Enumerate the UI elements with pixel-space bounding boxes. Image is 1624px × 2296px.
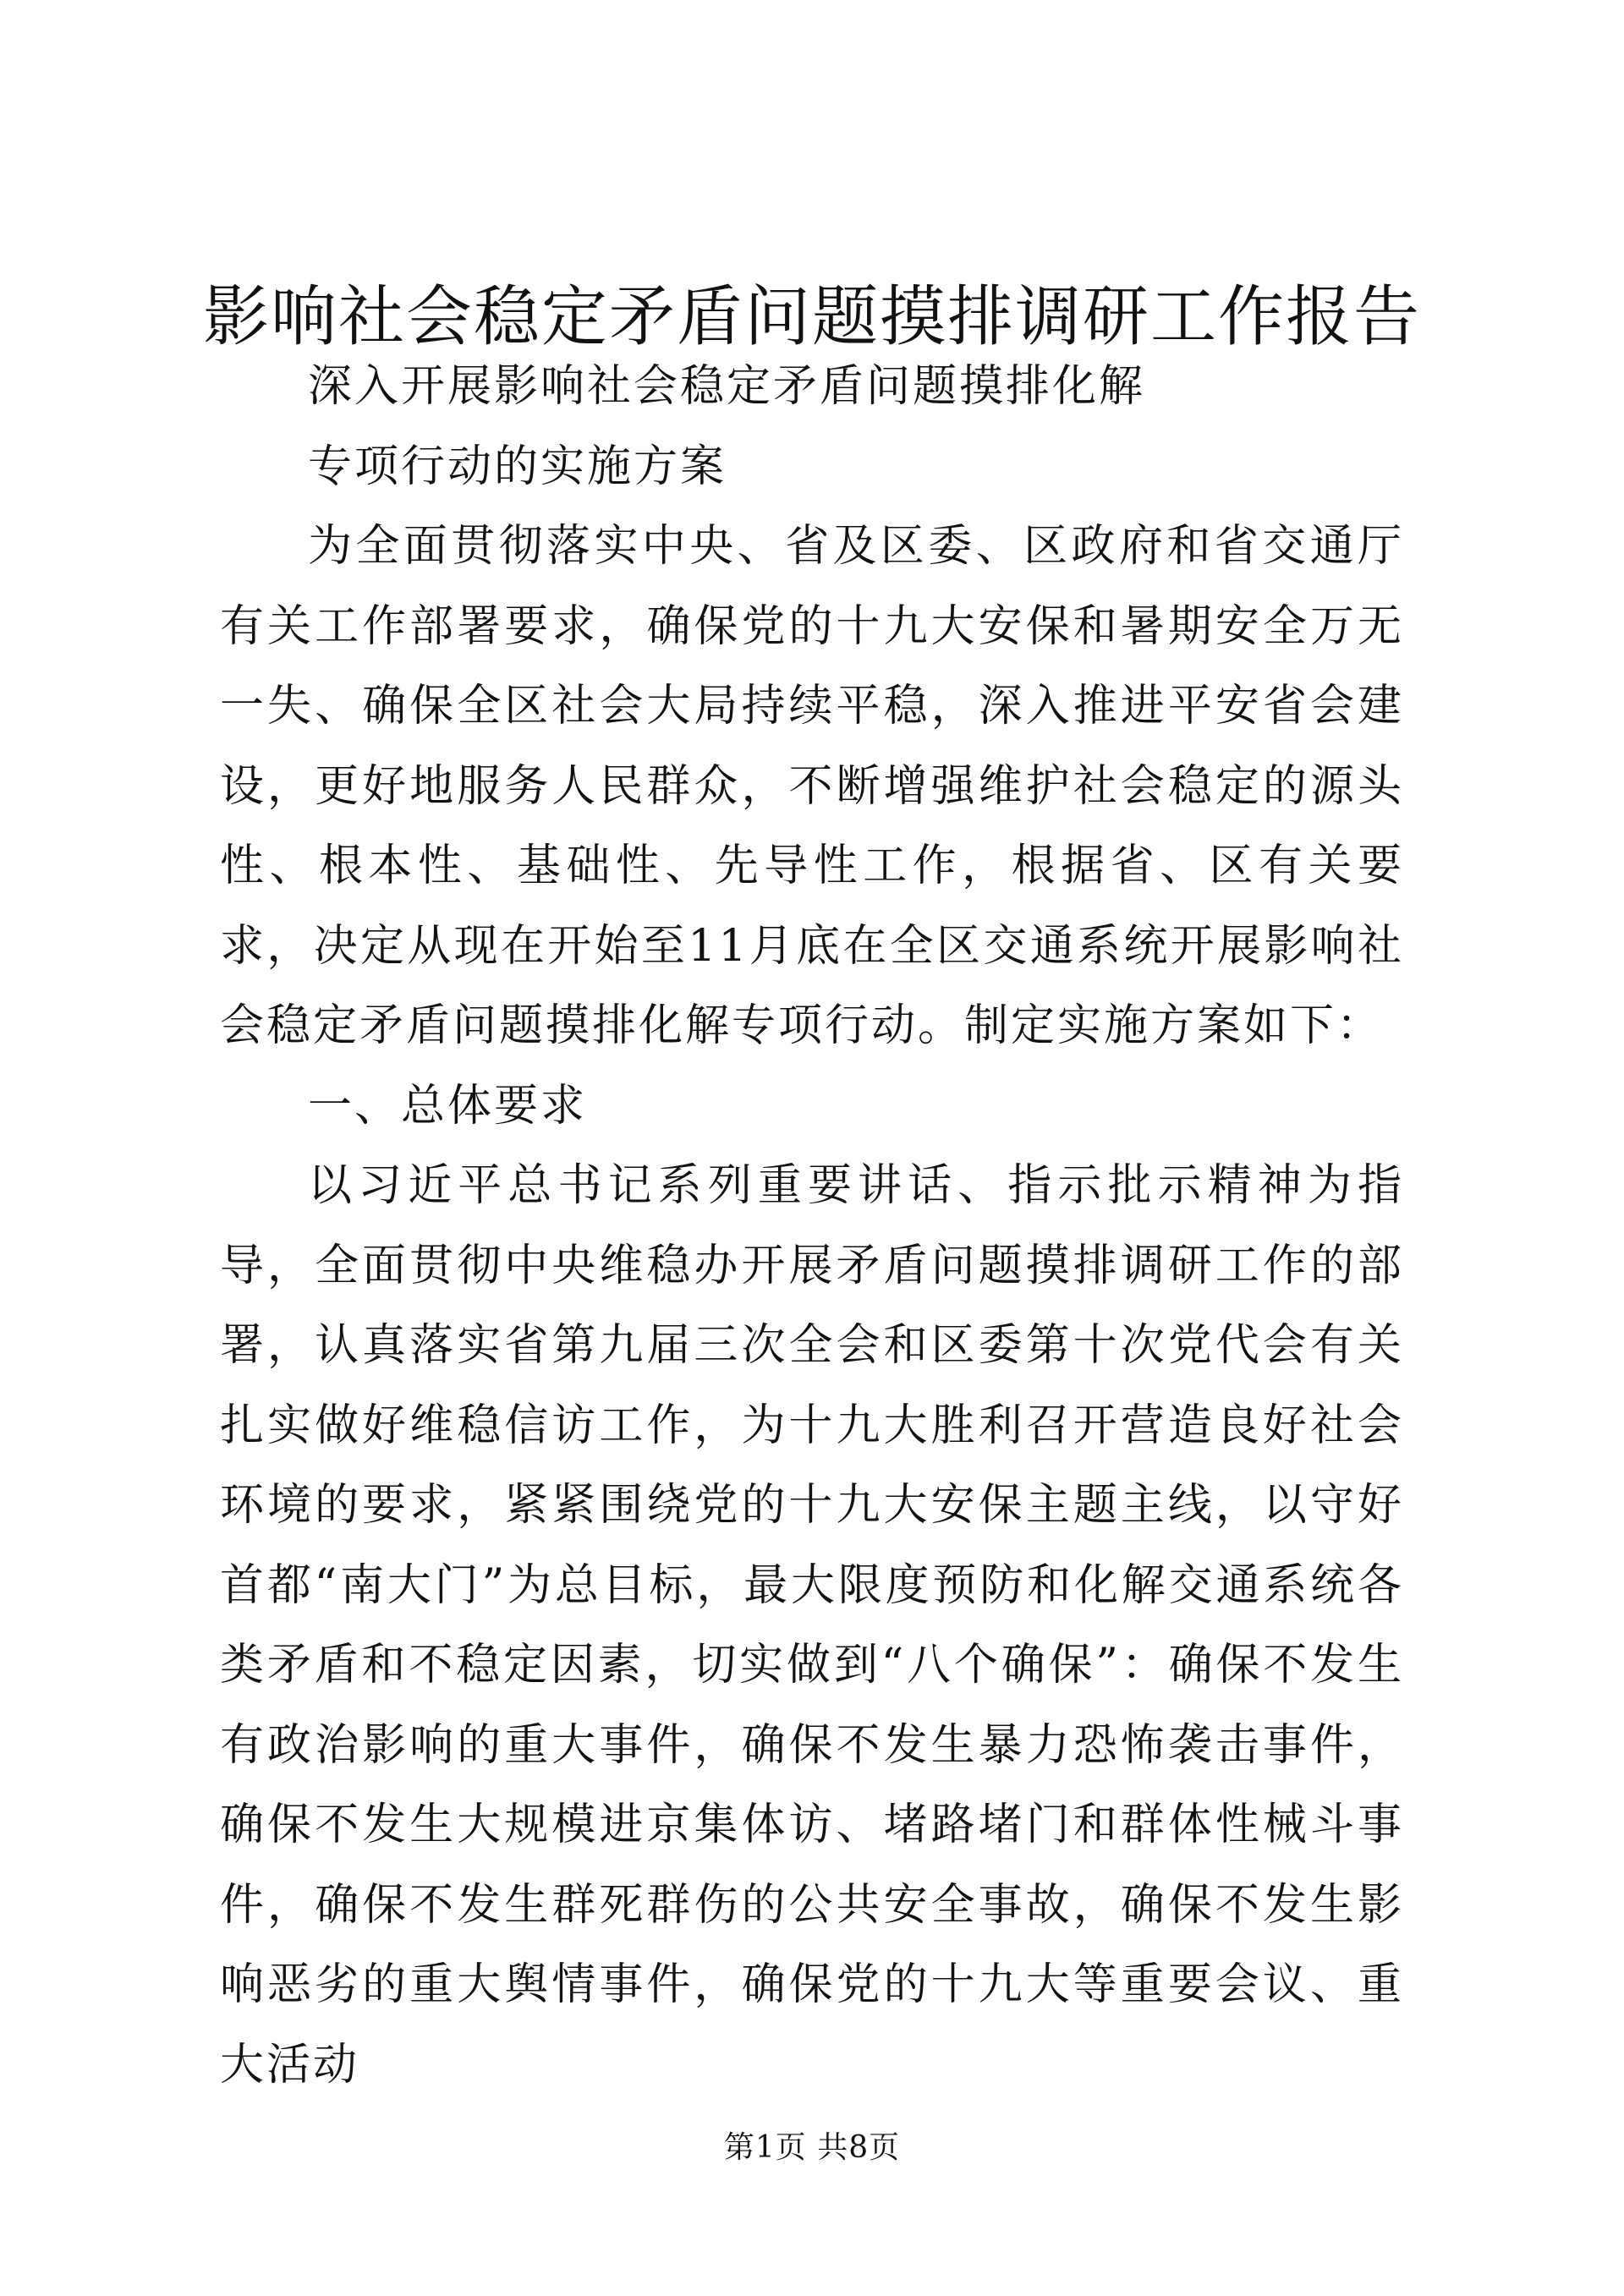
page-footer: 第1页 共8页 xyxy=(723,2130,901,2165)
document-body xyxy=(220,347,1404,2105)
section-heading-general-requirements: 一、总体要求 xyxy=(308,1080,588,1132)
paragraph-intro: 为全面贯彻落实中央、省及区委、区政府和省交通厅有关工作部署要求，确保党的十九大安保和暑期安全万无一失、确保全区社会大局持续平稳，深入推进平安省会建设，更好地服务人民群众，不断增强维护社会稳定的源头性、根本性、基础性、先导性工作，根据省、区有关要求，决定从现在开始至11月底在全区交通系统开展影响社会稳定矛盾问题摸排化解专项行动。制定实施方案如下： xyxy=(220,521,1404,1051)
paragraph-general-requirements: 以习近平总书记系列重要讲话、指示批示精神为指导，全面贯彻中央维稳办开展矛盾问题摸排调研工作的部署，认真落实省第九届三次全会和区委第十次党代会有关扎实做好维稳信访工作，为十九大胜利召开营造良好社会环境的要求，紧紧围绕党的十九大安保主题主线，以守好首都“南大门”为总目标，最大限度预防和化解交通系统各类矛盾和不稳定因素，切实做到“八个确保”：确保不发生有政治影响的重大事件，确保不发生暴力恐怖袭击事件，确保不发生大规模进京集体访、堵路堵门和群体性械斗事件，确保不发生群死群伤的公共安全事故，确保不发生影响恶劣的重大舆情事件，确保党的十九大等重要会议、重大活动 xyxy=(220,1160,1404,2091)
document-title: 影响社会稳定矛盾问题摸排调研工作报告 xyxy=(202,279,1421,355)
paragraph-subtitle-line-2: 专项行动的实施方案 xyxy=(308,441,727,492)
paragraph-subtitle-line-1: 深入开展影响社会稳定矛盾问题摸排化解 xyxy=(308,361,1146,412)
